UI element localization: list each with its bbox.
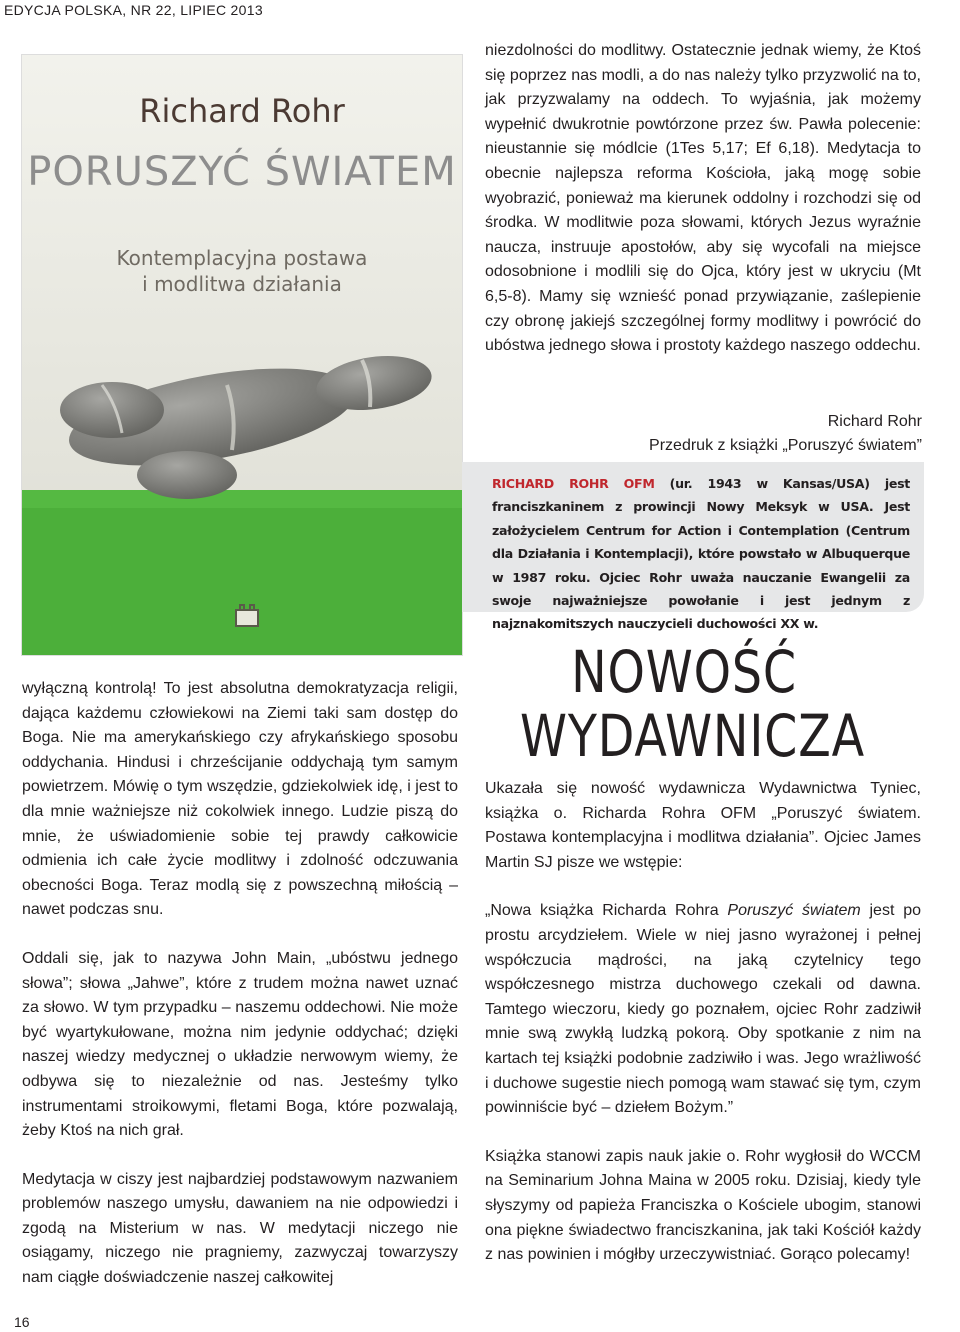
- paragraph: niezdolności do modlitwy. Ostatecznie jednak wiemy, że Ktoś się poprzez nas modli, a do nas należy tylko przyzwolić na to, jak przyzwalamy na oddech. To wyjaśnia, jak możemy wypełnić dwukrotnie powtórzone przez św. Pawła polecenie: nieustannie się módlcie (1Tes 5,17; Ef 6,18). Medytacja to obecnie najlepsza reforma Kościoła, jaką mogę sobie wyobrazić, ponieważ ma kierunek oddolny i rozchodzi się od środka. W modlitwie poza słowami, których Jezus wyraźnie naucza, instruuje apostołów, aby się wycofali na miejsce odosobnione i modlili się do Ojca, który jest w ukryciu (Mt 6,5-8). Mamy się wznieść ponad przywiązanie, zaślepienie czy obronę jakiejś szczególnej formy modlitwy i powrócić do ubóstwa jednego słowa i prostoty każdego naszego oddechu.: [485, 42, 921, 355]
- paragraph: Medytacja w ciszy jest najbardziej podstawowym nazwaniem problemów naszego umysłu, dawaniem na nie odpowiedzi i zgodą na Misterium w nas. W medytacji niczego nie osiągamy, niczego nie pragniemy, zazwyczaj towarzyszy nam ciągłe doświadczenie naszej całkowitej: [22, 1170, 458, 1287]
- cover-title: PORUSZYĆ ŚWIATEM: [27, 149, 457, 195]
- signature-source: Przedruk z książki „Poruszyć światem”: [649, 437, 922, 454]
- announcement-text: [485, 777, 921, 1268]
- heading-line1: NOWOŚĆ: [571, 638, 797, 706]
- book-cover-image: [22, 55, 462, 655]
- author-bio-box: [462, 462, 924, 632]
- cover-author: Richard Rohr: [139, 92, 345, 130]
- signature: [649, 410, 922, 458]
- cover-grass: [22, 490, 462, 655]
- cover-subtitle-line2: i modlitwa działania: [142, 272, 342, 296]
- quote-text: jest po prostu arcydziełem. Wiele w niej jasno wyrażonej i pełnej współczucia mądrości, na jaką czytelnicy tego współczesnego mistrza duchowego czekali od dawna. Tamtego wieczoru, kiedy go poznałem, ojciec Rohr zadziwił mnie swą zwykłą ludzką pokorą. Oby spotkanie z nim na kartach tej książki podobnie zadziwiło i was. Jego wrażliwość i duchowe sugestie niech pomogą wam stawać się tym, czym powinniście być – dziełem Bożym.”: [485, 902, 921, 1117]
- right-top-text: [485, 39, 921, 359]
- page-number: 16: [14, 1314, 30, 1330]
- quote-paragraph: [485, 899, 921, 1120]
- paragraph: wyłączną kontrolą! To jest absolutna demokratyzacja religii, dająca każdemu człowiekowi na Ziemi taki sam dostęp do Boga. Nie ma amerykańskiego czy afrykańskiego sposobu oddychania. Hindusi i chrześcijanie oddychają tym samym powietrzem. Mówię o tym wszędzie, gdziekolwiek idę, i jest to dla mnie ważniejsze niż cokolwiek innego. Ludzie piszą do mnie, że uświadomienie sobie tej prawdy całkowicie odmienia ich całe życie modlitwy i zdolność odczuwania obecności Boga. Teraz modlą się z powszechną miłością – nawet podczas snu.: [22, 680, 458, 919]
- bio-name: RICHARD ROHR OFM: [492, 476, 655, 491]
- bio-text: (ur. 1943 w Kansas/USA) jest franciszkaninem z prowincji Nowy Meksyk w USA. Jest założycielem Centrum for Action i Contemplation (Centrum dla Działania i Kontemplacji), które powstało w Albuquerque w 1987 roku. Ojciec Rohr uważa nauczanie Ewangelii za swoje najważniejsze powołanie i jest jednym z najznakomitszych nauczycieli duchowości XX w.: [492, 476, 910, 632]
- paragraph: Ukazała się nowość wydawnicza Wydawnictwa Tyniec, książka o. Richarda Rohra OFM „Poruszyć światem. Postawa kontemplacyjna i modlitwa działania”. Ojciec James Martin SJ pisze we wstępie:: [485, 780, 921, 871]
- bottom-stone: [137, 451, 237, 499]
- left-column-text: [22, 677, 458, 1291]
- issue-header: EDYCJA POLSKA, NR 22, LIPIEC 2013: [4, 2, 263, 18]
- paragraph: Oddali się, jak to nazywa John Main, „ubóstwu jednego słowa”; słowa „Jahwe”, które z trudem można nawet uznać za słowo. W tym przypadku – naszemu oddechowi. Nie może być wyartykułowane, można nim jedynie oddychać; dzięki naszej wiedzy medycznej o układzie nerwowym wiemy, że odbywa się to niezależnie od nas. Jesteśmy tylko instrumentami stroikowymi, fletami Boga, które pozwalają, żeby Ktoś na nich grał.: [22, 949, 458, 1140]
- heading-line2: WYDAWNICZA: [520, 702, 865, 770]
- book-cover-illustration: [22, 55, 462, 655]
- cover-subtitle-line1: Kontemplacyjna postawa: [116, 246, 368, 270]
- paragraph: Książka stanowi zapis nauk jakie o. Rohr wygłosił do WCCM na Seminarium Johna Maina w 2005 roku. Dzisiaj, kiedy tyle słyszymy od papieża Franciszka o Kościele ubogim, stanowi ona piękne świadectwo franciszkanina, jak taki Kościół każdy z nas powinien i mógłby urzeczywistniać. Gorąco polecamy!: [485, 1147, 921, 1264]
- signature-name: Richard Rohr: [827, 413, 922, 430]
- cover-subtitle: [22, 245, 462, 297]
- quote-book-title: Poruszyć światem: [727, 902, 861, 920]
- announcement-heading: [520, 638, 865, 770]
- left-stone: [60, 382, 164, 438]
- quote-text: „Nowa książka Richarda Rohra: [485, 902, 728, 920]
